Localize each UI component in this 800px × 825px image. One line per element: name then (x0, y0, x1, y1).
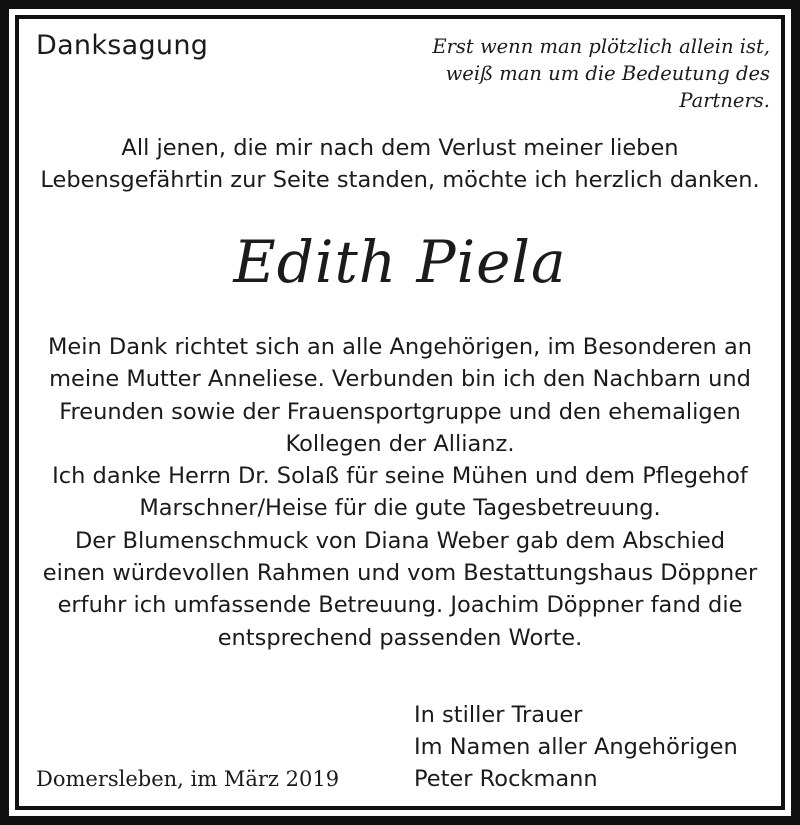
body-line: Freunden sowie der Frauensportgruppe und den ehemaligen (59, 398, 741, 425)
body-line: einen würdevollen Rahmen und vom Bestattungshaus Döppner (42, 560, 758, 587)
body-line: Der Blumenschmuck von Diana Weber gab dem Abschied (74, 527, 726, 554)
body-line: erfuhr ich umfassende Betreuung. Joachim Döppner fand die (57, 592, 743, 619)
intro-line: All jenen, die mir nach dem Verlust meiner lieben (121, 135, 679, 161)
body-line: Ich danke Herrn Dr. Solaß für seine Mühen und dem Pflegehof (52, 463, 748, 490)
signature-line: In stiller Trauer (414, 702, 583, 728)
intro-paragraph (30, 132, 770, 196)
signature-line: Im Namen aller Angehörigen (414, 734, 738, 760)
place-date: Domersleben, im März 2019 (36, 767, 340, 791)
deceased-name: Edith Piela (233, 228, 567, 296)
notice-heading: Danksagung (36, 30, 209, 61)
motto-line: weiß man um die Bedeutung des Partners. (445, 62, 770, 112)
body-line: meine Mutter Anneliese. Verbunden bin ich den Nachbarn und (49, 366, 751, 393)
intro-line: Lebensgefährtin zur Seite standen, möchte ich herzlich danken. (40, 167, 760, 193)
motto-line: Erst wenn man plötzlich allein ist, (432, 35, 770, 58)
body-line: entsprechend passenden Worte. (217, 624, 583, 651)
body-line: Mein Dank richtet sich an alle Angehörigen, im Besonderen an (47, 334, 752, 360)
motto-quote (350, 33, 770, 114)
signature-block (414, 699, 738, 795)
signature-name: Peter Rockmann (414, 766, 598, 792)
body-line: Kollegen der Allianz. (285, 430, 515, 457)
body-line: Marschner/Heise für die gute Tagesbetreuung. (139, 495, 661, 522)
thanks-paragraph (22, 331, 778, 654)
